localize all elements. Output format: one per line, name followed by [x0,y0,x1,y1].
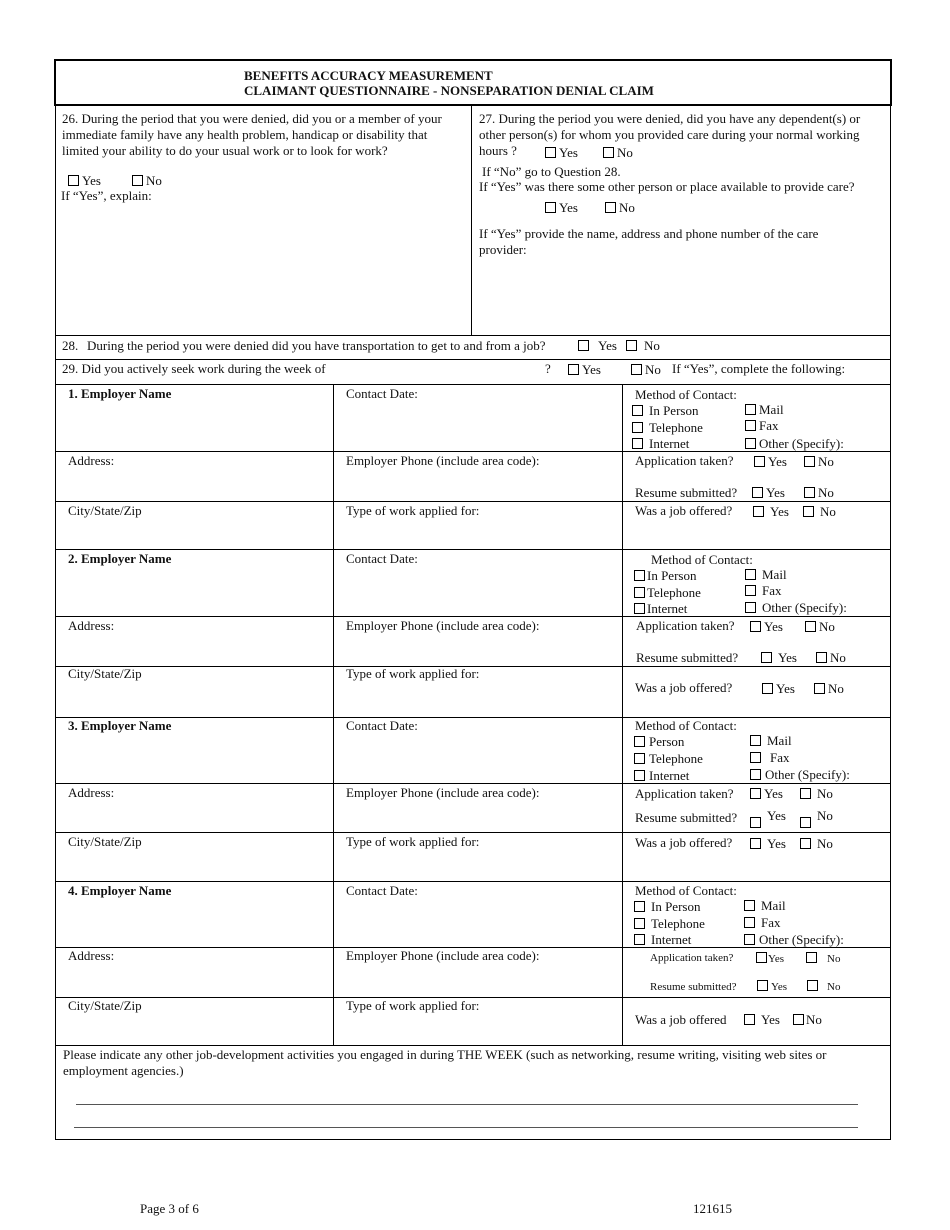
q26-text: 26. During the period that you were denied, did you or a member of your immediate family have any health problem, handicap or disability that limited your ability to do your usual work or to look for work? [62,111,442,158]
employer3-contact-date-label: Contact Date: [346,718,418,733]
employer1-res-yes-checkbox[interactable] [752,487,763,498]
employer2-fax-checkbox[interactable] [745,585,756,596]
q27-care-yes-checkbox[interactable] [545,202,556,213]
employer3-res-no-label: No [817,808,833,823]
q27-yes-option[interactable] [545,145,578,161]
employer3-telephone-checkbox[interactable] [634,753,645,764]
employer2-app-no-checkbox[interactable] [805,621,816,632]
employer2-mail-option[interactable] [745,567,787,583]
employer2-other-checkbox[interactable] [745,602,756,613]
q27-if-no: If “No” go to Question 28. [482,164,621,179]
employer1-city-label: City/State/Zip [68,503,142,518]
employer4-app-no-checkbox[interactable] [806,952,817,963]
other-activities-text: Please indicate any other job-development activities you engaged in during THE WEEK (such as networking, resume writing, visiting web sites or employment agencies.) [63,1047,827,1078]
employer1-phone-label: Employer Phone (include area code): [346,453,540,468]
employer1-telephone-checkbox[interactable] [632,422,643,433]
employer3-method-label: Method of Contact: [635,718,737,733]
q27-no-label: No [617,145,633,160]
employer4-telephone-checkbox[interactable] [634,918,645,929]
employer1-job-yes-option[interactable] [753,504,789,520]
q28-yes-checkbox[interactable] [578,340,589,351]
employer2-app-yes-option[interactable] [750,619,783,635]
page-number: Page 3 of 6 [140,1201,199,1216]
employer4-res-yes-checkbox[interactable] [757,980,768,991]
employer2-res-yes-checkbox[interactable] [761,652,772,663]
employer1-type-work-label: Type of work applied for: [346,503,480,518]
employer2-other-option[interactable] [745,600,847,616]
employer1-other-option[interactable] [745,436,844,452]
employer4-mail-label: Mail [761,898,786,913]
employer4-name-label: 4. Employer Name [68,883,172,898]
q28-yes-option[interactable] [578,338,617,354]
employer3-res-yes-option[interactable] [750,808,786,828]
q27-if-yes-provide: If “Yes” provide the name, address and phone number of the care provider: [479,226,819,257]
employer1-res-no-checkbox[interactable] [804,487,815,498]
employer1-res-yes-label: Yes [766,485,785,500]
q26-yes-checkbox[interactable] [68,175,79,186]
employer4-app-no-option[interactable] [806,951,840,967]
employer2-mail-checkbox[interactable] [745,569,756,580]
employer1-method-label: Method of Contact: [635,387,737,402]
employer3-mail-checkbox[interactable] [750,735,761,746]
employer2-job-yes-option[interactable] [762,681,795,697]
employer4-mail-checkbox[interactable] [744,900,755,911]
q26-yes-label: Yes [82,173,101,188]
employer1-telephone-option[interactable] [632,420,703,436]
q27-yes-checkbox[interactable] [545,147,556,158]
employer2-name-label: 2. Employer Name [68,551,172,566]
employer1-res-yes-option[interactable] [752,485,785,501]
employer4-app-yes-checkbox[interactable] [756,952,767,963]
form-code: 121615 [693,1201,732,1216]
employer3-type-work-label: Type of work applied for: [346,834,480,849]
employer1-mail-option[interactable] [745,402,784,418]
employer3-city-label: City/State/Zip [68,834,142,849]
employer4-other-option[interactable] [744,932,844,948]
employer4-res-no-option[interactable] [807,979,840,995]
employer1-other-label: Other (Specify): [759,436,844,451]
employer3-fax-option[interactable] [750,750,790,766]
employer1-internet-option[interactable] [632,436,689,452]
employer2-city-label: City/State/Zip [68,666,142,681]
employer2-app-no-option[interactable] [805,619,835,635]
employer1-resume-label: Resume submitted? [635,485,738,500]
employer2-contact-date-label: Contact Date: [346,551,418,566]
q27-care-no-label: No [619,200,635,215]
employer4-res-yes-option[interactable] [757,979,787,995]
employer3-app-yes-option[interactable] [750,786,783,802]
employer2-job-yes-label: Yes [776,681,795,696]
employer3-job-no-label: No [817,836,833,851]
employer3-phone-label: Employer Phone (include area code): [346,785,540,800]
q27-text: 27. During the period you were denied, did you have any dependent(s) or other person(s) for whom you provided care during your normal working hours ? [479,111,861,158]
employer2-res-yes-option[interactable] [761,650,797,666]
employer1-job-yes-checkbox[interactable] [753,506,764,517]
employer3-person-label: Person [649,734,685,749]
employer2-fax-label: Fax [762,583,782,598]
employer2-app-taken-label: Application taken? [636,618,735,633]
employer4-address-label: Address: [68,948,115,963]
employer3-res-no-option[interactable] [800,808,833,828]
employer3-app-yes-label: Yes [764,786,783,801]
employer4-job-offered-label: Was a job offered [635,1012,727,1027]
q26-no-option[interactable] [132,173,162,189]
q27-care-yes-label: Yes [559,200,578,215]
employer3-job-yes-label: Yes [767,836,786,851]
employer2-job-offered-label: Was a job offered? [635,680,733,695]
employer4-fax-label: Fax [761,915,781,930]
employer1-in-person-option[interactable] [632,403,698,419]
q27-no-checkbox[interactable] [603,147,614,158]
employer4-method-label: Method of Contact: [635,883,737,898]
employer1-mail-label: Mail [759,402,784,417]
employer1-job-yes-label: Yes [770,504,789,519]
employer4-type-work-label: Type of work applied for: [346,998,480,1013]
employer4-res-yes-label: Yes [771,981,788,993]
employer3-internet-checkbox[interactable] [634,770,645,781]
q29-complete-text: If “Yes”, complete the following: [672,361,846,376]
q27-care-yes-option[interactable] [545,200,578,216]
employer1-mail-checkbox[interactable] [745,404,756,415]
q26-explain-label: If “Yes”, explain: [61,188,152,203]
employer4-in-person-option[interactable] [634,899,700,915]
employer4-app-taken-label: Application taken? [650,952,734,964]
q28-text: During the period you were denied did you have transportation to get to and from a job? [87,338,546,353]
employer1-job-offered-label: Was a job offered? [635,503,733,518]
employer4-internet-checkbox[interactable] [634,934,645,945]
employer2-res-no-option[interactable] [816,650,846,666]
q29-no-label: No [645,362,661,377]
employer3-res-no-checkbox[interactable] [800,817,811,828]
employer1-other-checkbox[interactable] [745,438,756,449]
other-activities-line-2[interactable] [74,1127,858,1128]
employer2-app-yes-checkbox[interactable] [750,621,761,632]
employer3-other-checkbox[interactable] [750,769,761,780]
employer3-job-no-option[interactable] [800,836,833,852]
employer4-res-no-checkbox[interactable] [807,980,818,991]
employer2-job-no-label: No [828,681,844,696]
employer4-telephone-option[interactable] [634,916,705,932]
employer2-in-person-option[interactable] [634,568,696,584]
q28-yes-label: Yes [598,338,617,353]
employer4-in-person-checkbox[interactable] [634,901,645,912]
employer1-fax-label: Fax [759,418,779,433]
employer1-internet-label: Internet [649,436,690,451]
employer1-contact-date-label: Contact Date: [346,386,418,401]
employer3-fax-label: Fax [770,750,790,765]
employer2-job-no-checkbox[interactable] [814,683,825,694]
employer1-res-no-label: No [818,485,834,500]
q26-no-checkbox[interactable] [132,175,143,186]
employer4-app-no-label: No [827,953,841,965]
employer3-app-yes-checkbox[interactable] [750,788,761,799]
employer3-telephone-option[interactable] [634,751,703,767]
employer3-job-yes-option[interactable] [750,836,786,852]
employer4-telephone-label: Telephone [651,916,705,931]
q27-if-yes-other: If “Yes” was there some other person or place available to provide care? [479,179,855,194]
q29-week-blank[interactable] [344,375,534,376]
employer2-other-label: Other (Specify): [762,600,847,615]
employer1-internet-checkbox[interactable] [632,438,643,449]
employer3-name-label: 3. Employer Name [68,718,172,733]
employer4-job-no-option[interactable] [793,1012,822,1028]
q28-no-checkbox[interactable] [626,340,637,351]
employer4-app-yes-label: Yes [768,953,785,965]
employer1-res-no-option[interactable] [804,485,834,501]
employer2-internet-option[interactable] [634,601,687,617]
employer3-other-option[interactable] [750,767,850,783]
employer4-job-no-label: No [806,1012,822,1027]
employer1-job-no-label: No [820,504,836,519]
employer1-app-yes-label: Yes [768,454,787,469]
employer4-internet-label: Internet [651,932,692,947]
employer1-app-no-checkbox[interactable] [804,456,815,467]
employer1-in-person-label: In Person [649,403,699,418]
employer4-job-no-checkbox[interactable] [793,1014,804,1025]
q29-no-option[interactable] [631,362,661,378]
employer1-app-yes-option[interactable] [754,454,787,470]
employer2-app-no-label: No [819,619,835,634]
employer2-telephone-label: Telephone [647,585,701,600]
employer1-app-yes-checkbox[interactable] [754,456,765,467]
employer3-res-yes-label: Yes [767,808,786,823]
q27-no-option[interactable] [603,145,633,161]
employer4-app-yes-option[interactable] [756,951,784,967]
q27-yes-label: Yes [559,145,578,160]
employer1-address-label: Address: [68,453,115,468]
employer1-fax-option[interactable] [745,418,779,434]
employer3-internet-label: Internet [649,768,690,783]
employer4-job-yes-checkbox[interactable] [744,1014,755,1025]
employer4-in-person-label: In Person [651,899,701,914]
q29-question-mark: ? [545,361,551,376]
employer3-other-label: Other (Specify): [765,767,850,782]
employer1-app-no-label: No [818,454,834,469]
employer3-app-taken-label: Application taken? [635,786,734,801]
employer4-contact-date-label: Contact Date: [346,883,418,898]
employer3-job-yes-checkbox[interactable] [750,838,761,849]
employer4-mail-option[interactable] [744,898,786,914]
employer3-res-yes-checkbox[interactable] [750,817,761,828]
employer2-internet-label: Internet [647,601,688,616]
employer1-name-label: 1. Employer Name [68,386,172,401]
q29-text: 29. Did you actively seek work during the week of [62,361,326,376]
q29-yes-option[interactable] [568,362,601,378]
employer4-other-checkbox[interactable] [744,934,755,945]
q28-no-label: No [644,338,660,353]
employer3-telephone-label: Telephone [649,751,703,766]
employer3-person-option[interactable] [634,734,684,750]
employer2-internet-checkbox[interactable] [634,603,645,614]
employer3-job-no-checkbox[interactable] [800,838,811,849]
employer2-phone-label: Employer Phone (include area code): [346,618,540,633]
employer4-internet-option[interactable] [634,932,691,948]
employer4-fax-option[interactable] [744,915,781,931]
employer2-method-label: Method of Contact: [651,552,753,567]
employer3-app-no-label: No [817,786,833,801]
employer2-in-person-label: In Person [647,568,697,583]
employer3-fax-checkbox[interactable] [750,752,761,763]
employer4-res-no-label: No [827,981,841,993]
employer2-res-yes-label: Yes [778,650,797,665]
employer3-job-offered-label: Was a job offered? [635,835,733,850]
q26-no-label: No [146,173,162,188]
employer1-in-person-checkbox[interactable] [632,405,643,416]
employer2-telephone-option[interactable] [634,585,701,601]
employer1-app-no-option[interactable] [804,454,834,470]
employer2-job-yes-checkbox[interactable] [762,683,773,694]
employer1-job-no-checkbox[interactable] [803,506,814,517]
employer3-mail-option[interactable] [750,733,792,749]
employer2-mail-label: Mail [762,567,787,582]
employer3-resume-label: Resume submitted? [635,810,738,825]
other-activities-line-1[interactable] [76,1104,858,1105]
employer4-job-yes-label: Yes [761,1012,780,1027]
employer3-internet-option[interactable] [634,768,689,784]
employer3-app-no-checkbox[interactable] [800,788,811,799]
employer2-job-no-option[interactable] [814,681,844,697]
employer2-res-no-checkbox[interactable] [816,652,827,663]
employer2-res-no-label: No [830,650,846,665]
employer4-phone-label: Employer Phone (include area code): [346,948,540,963]
employer4-city-label: City/State/Zip [68,998,142,1013]
employer2-resume-label: Resume submitted? [636,650,739,665]
q27-care-no-option[interactable] [605,200,635,216]
q29-yes-checkbox[interactable] [568,364,579,375]
employer4-fax-checkbox[interactable] [744,917,755,928]
q28-no-option[interactable] [626,338,660,354]
q27-care-no-checkbox[interactable] [605,202,616,213]
employer4-other-label: Other (Specify): [759,932,844,947]
q29-yes-label: Yes [582,362,601,377]
employer2-in-person-checkbox[interactable] [634,570,645,581]
employer2-fax-option[interactable] [745,583,782,599]
form-title-line2: CLAIMANT QUESTIONNAIRE - NONSEPARATION DENIAL CLAIM [244,83,654,98]
employer3-address-label: Address: [68,785,115,800]
employer2-address-label: Address: [68,618,115,633]
employer2-app-yes-label: Yes [764,619,783,634]
employer4-resume-label: Resume submitted? [650,981,737,993]
employer3-mail-label: Mail [767,733,792,748]
employer1-app-taken-label: Application taken? [635,453,734,468]
employer1-fax-checkbox[interactable] [745,420,756,431]
employer3-person-checkbox[interactable] [634,736,645,747]
q29-no-checkbox[interactable] [631,364,642,375]
employer1-telephone-label: Telephone [649,420,703,435]
employer2-telephone-checkbox[interactable] [634,587,645,598]
q26-yes-option[interactable] [68,173,101,189]
form-title-line1: BENEFITS ACCURACY MEASUREMENT [244,68,493,83]
employer1-job-no-option[interactable] [803,504,836,520]
q28-number: 28. [62,338,79,353]
employer4-job-yes-option[interactable] [744,1012,780,1028]
employer3-app-no-option[interactable] [800,786,833,802]
employer2-type-work-label: Type of work applied for: [346,666,480,681]
